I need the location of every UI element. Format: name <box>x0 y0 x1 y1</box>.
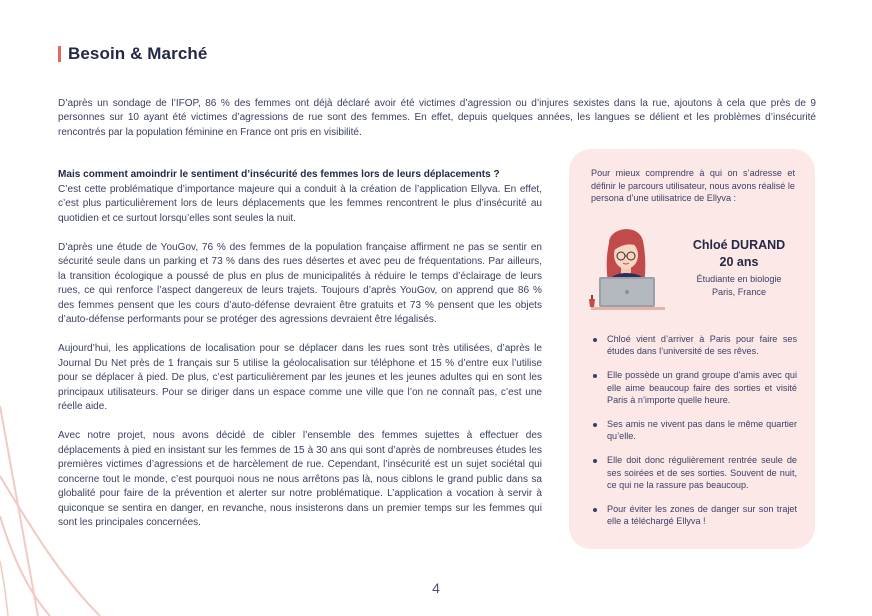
main-question: Mais comment amoindrir le sentiment d’insécurité des femmes lors de leurs déplacements ? <box>58 169 500 180</box>
persona-city: Paris, France <box>711 287 767 297</box>
persona-card <box>569 149 815 549</box>
list-item: Ses amis ne vivent pas dans le même quartier qu’elle. <box>591 418 797 443</box>
title-accent-bar <box>58 46 61 62</box>
section-heading <box>58 44 207 64</box>
intro-paragraph: D’après un sondage de l’IFOP, 86 % des femmes ont déjà déclaré avoir été victimes d’agression ou d’injures sexistes dans la rue, ajoutons à cela que près de 9 personnes sur 10 ayant été victimes d’agressions de rue sont des femmes. En effet, depuis quelques années, les langues se délient et les problèmes d’insécurité rencontrés par la population féminine en France ont pris en visibilité. <box>58 98 816 138</box>
paragraph-4: Avec notre projet, nous avons décidé de cibler l’ensemble des femmes sujettes à effectuer des déplacements à pied en insistant sur les femmes de 15 à 30 ans qui sont d’après de nombreuses études les premières victimes d’agressions et de harcèlement de rue. Cependant, l’insécurité est un sujet sociétal qui concerne tout le monde, c’est pourquoi nous ne nous arrêtons pas là, nous ciblons le grand public dans sa globalité pour faire de la prévention et alerter sur notre problématique. L’application a vocation à servir à quiconque se sentira en danger, en revanche, nous insisterons dans un premier temps sur les femmes qui sont les principales concernées. <box>58 430 542 528</box>
main-text-column <box>58 168 542 545</box>
list-item: Elle possède un grand groupe d’amis avec qui elle aime beaucoup faire des sorties et visité Paris à n’importe quelle heure. <box>591 369 797 406</box>
paragraph-3: Aujourd’hui, les applications de localisation pour se déplacer dans les rues sont très utilisées, d’après le Journal Du Net près de 1 français sur 5 utilise la géolocalisation sur téléphone et 15 % d’entre eux l’utilise pour se déplacer à pied. De plus, c’est particulièrement par les jeunes et les jeunes adultes qui en sont les principaux utilisateurs. Pour se diriger dans un espace comme une ville que l’on ne connaît pas, c’est une réelle aide. <box>58 343 542 412</box>
paragraph-1: C’est cette problématique d’importance majeure qui a conduit à la création de l’application Ellyva. En effet, c’est plus particulièrement lors de leurs déplacements que les femmes rencontrent le plus d’insécurité au quotidien et ce surtout lorsqu’elles sont seules la nuit. <box>58 183 542 224</box>
list-item: Chloé vient d’arriver à Paris pour faire ses études dans l’université de ses rêves. <box>591 333 797 358</box>
paragraph-2: D’après une étude de YouGov, 76 % des femmes de la population française affirment ne pas se sentir en sécurité seule dans un parking et 73 % dans des rues désertes et avec peu de fréquentations. Par ailleurs, la transition écologique a poussé de plus en plus de municipalités à réduire le temps d’éclairage de leurs rues, ce qui renforce l’aspect dangereux de leurs trajets. Toujours d’après YouGov, on apprend que 86 % des femmes pensent que les cours d’auto-défense devraient être gratuits et 73 % pensent que les objets d’auto-défense performants pour se protéger des agressions devraient être légalisés. <box>58 241 542 325</box>
page-number: 4 <box>432 580 440 596</box>
page-title: Besoin & Marché <box>68 44 208 63</box>
persona-intro: Pour mieux comprendre à qui on s’adresse et définir le parcours utilisateur, nous avons réalisé le persona d’une utilisatrice de Ellyva : <box>591 168 795 204</box>
persona-bullet-list <box>591 333 797 539</box>
persona-name: Chloé DURAND <box>692 238 786 252</box>
persona-age: 20 ans <box>719 255 759 269</box>
persona-avatar-illustration <box>587 221 669 313</box>
list-item: Pour éviter les zones de danger sur son trajet elle a téléchargé Ellyva ! <box>591 503 797 528</box>
persona-occupation: Étudiante en biologie <box>696 274 782 284</box>
list-item: Elle doit donc régulièrement rentrée seule de ses soirées et de ses sorties. Souvent de nuit, ce qui ne la rassure pas beaucoup. <box>591 454 797 491</box>
